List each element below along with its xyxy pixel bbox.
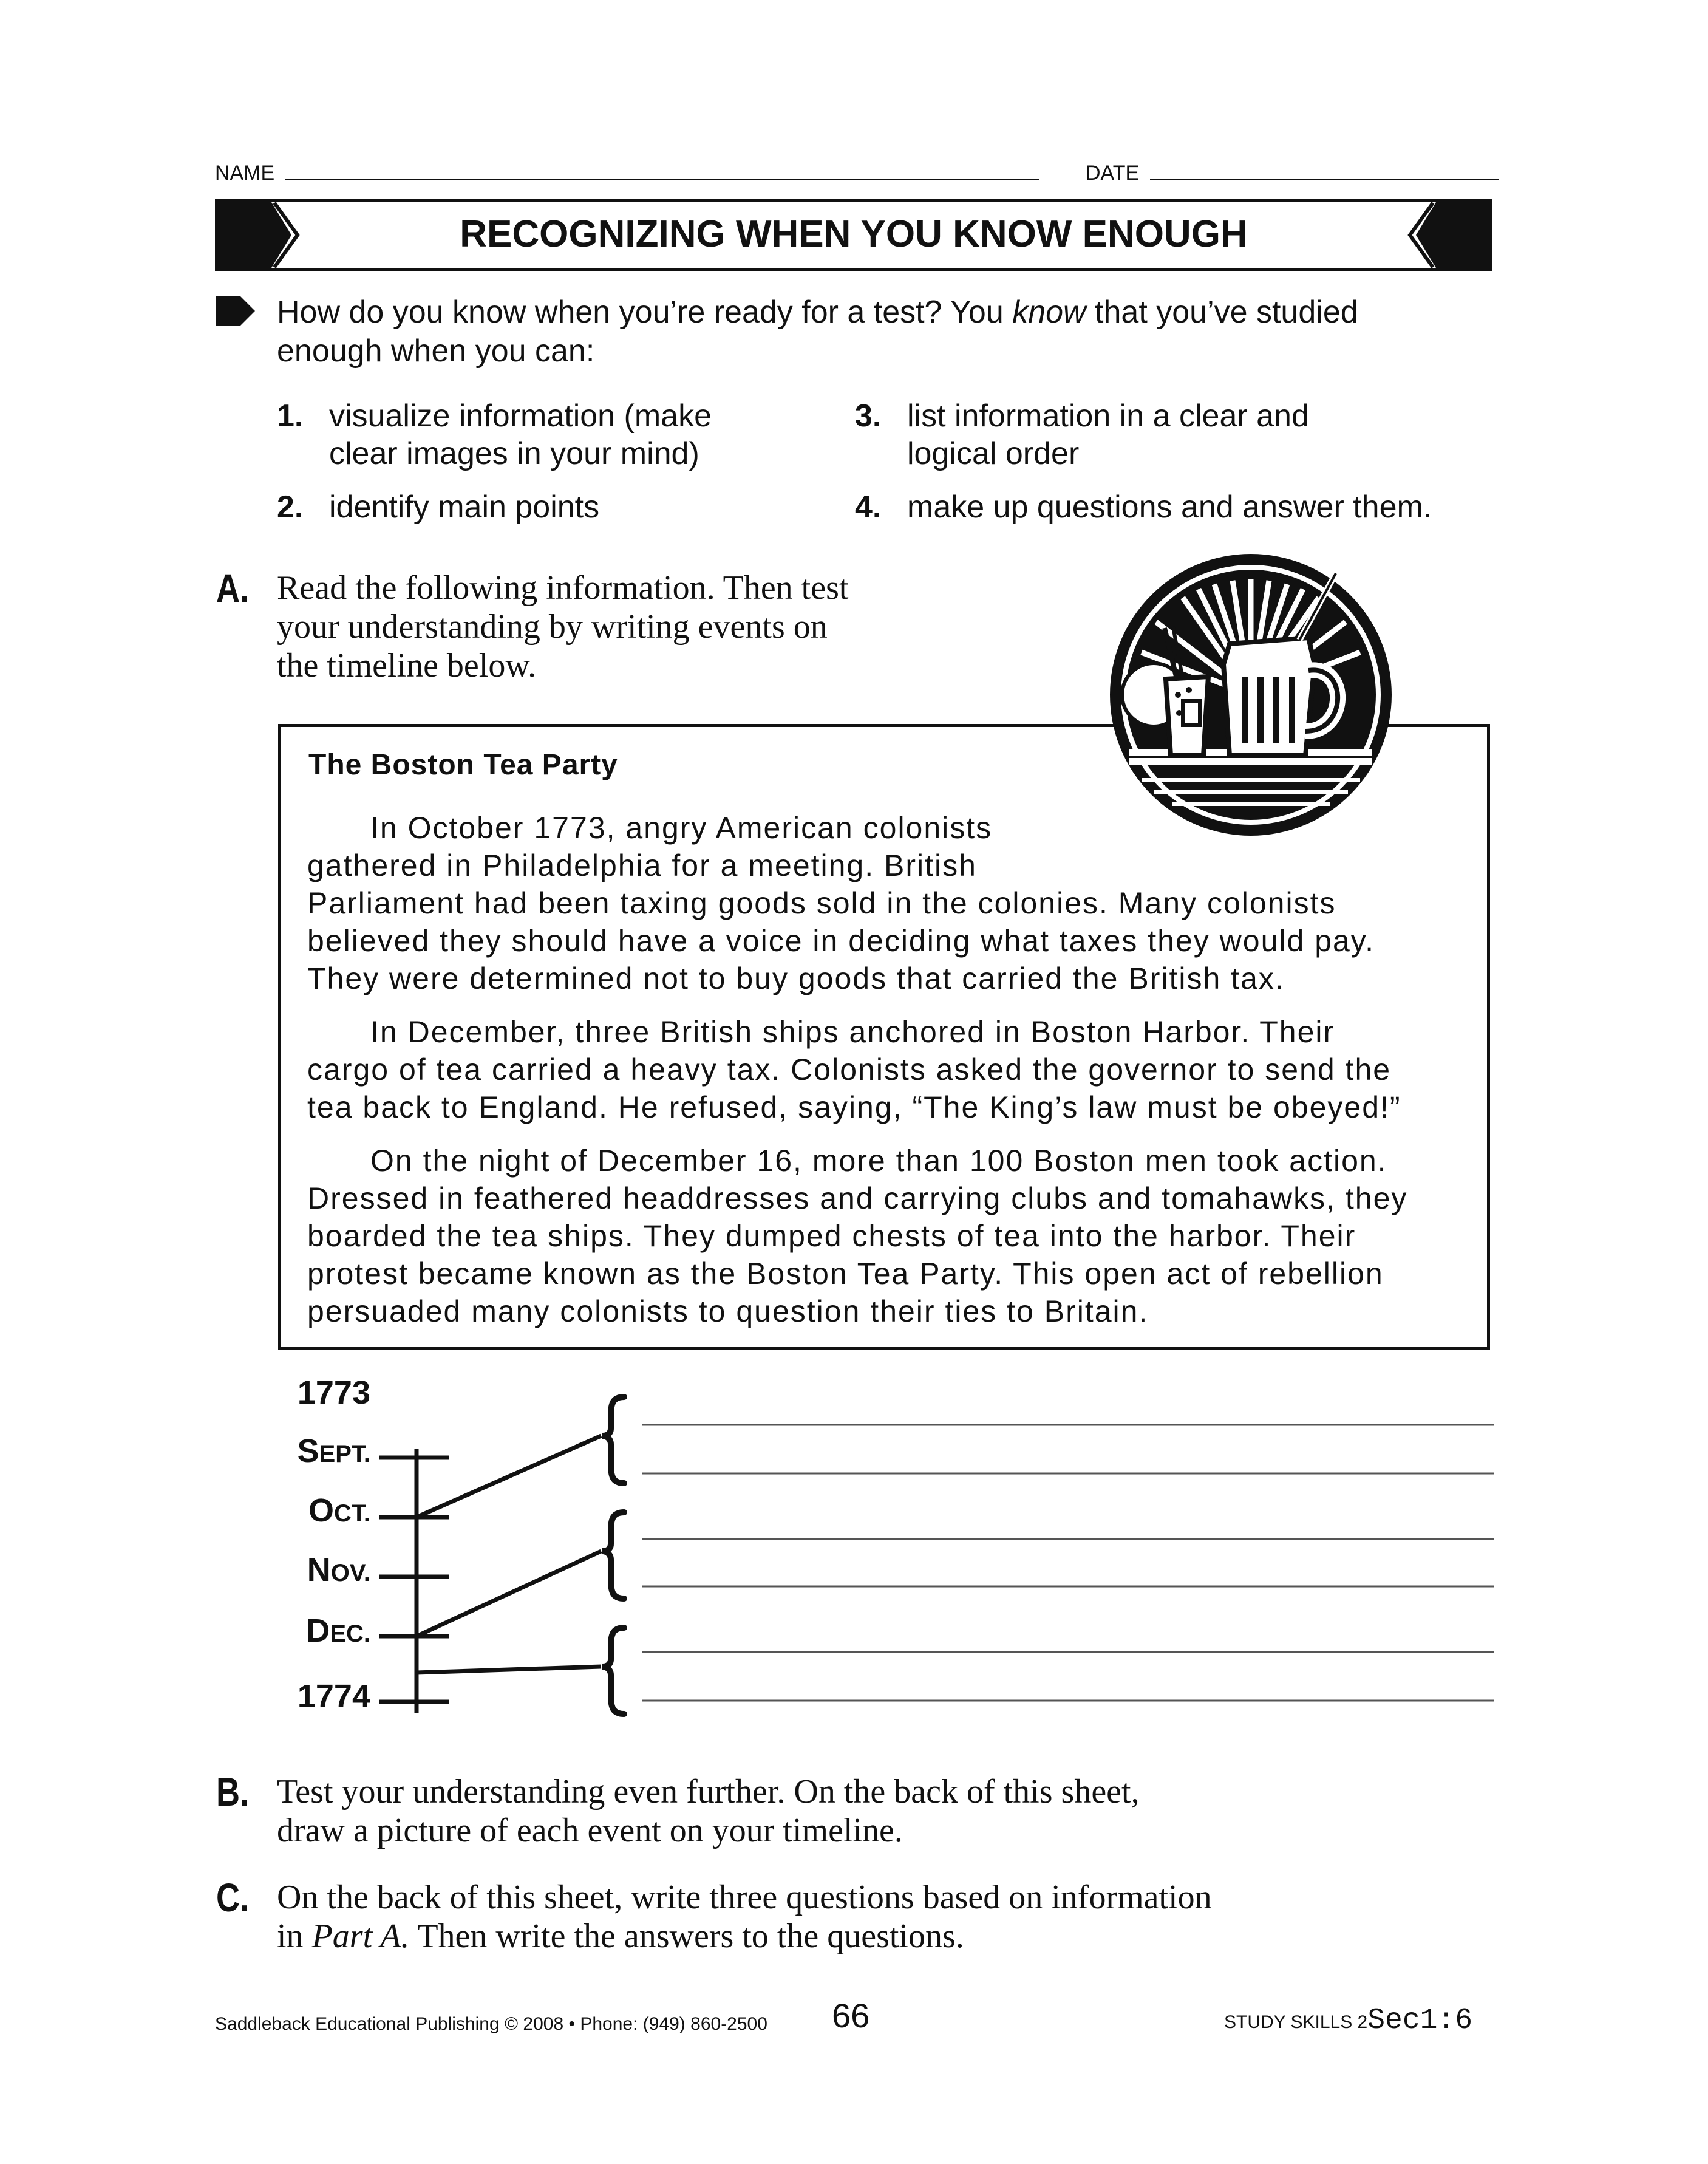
month-initial: S xyxy=(297,1433,319,1469)
list-number: 3. xyxy=(855,398,882,434)
instruction-line xyxy=(277,1917,1491,1956)
instruction-part: in xyxy=(277,1917,312,1955)
intro-text-part: How do you know when you’re ready for a test? You xyxy=(277,295,1013,330)
list-text: identify main points xyxy=(329,490,600,525)
name-line xyxy=(285,179,1039,180)
section-code: Sec1:6 xyxy=(1367,2004,1473,2037)
title-banner xyxy=(215,199,1492,271)
section-b-letter: B. xyxy=(216,1769,250,1814)
month-rest: EC. xyxy=(330,1620,370,1647)
list-text: make up questions and answer them. xyxy=(907,490,1432,525)
intro-text xyxy=(277,293,1370,370)
section-c-letter: C. xyxy=(216,1875,250,1920)
passage-line: boarded the tea ships. They dumped chests of tea into the harbor. Their xyxy=(307,1219,1356,1253)
footer-publisher: Saddleback Educational Publishing © 2008 • Phone: (949) 860-2500 xyxy=(215,2014,767,2034)
section-a-instructions xyxy=(277,568,1066,685)
timeline-month-label xyxy=(213,1432,370,1470)
passage-line: gathered in Philadelphia for a meeting. British xyxy=(307,848,977,882)
instruction-line: draw a picture of each event on your timeline. xyxy=(277,1812,903,1849)
footer-series xyxy=(1224,2004,1472,2037)
page-title: RECOGNIZING WHEN YOU KNOW ENOUGH xyxy=(460,213,1248,255)
passage-line: Dressed in feathered headdresses and carrying clubs and tomahawks, they xyxy=(307,1181,1408,1215)
list-item xyxy=(277,397,823,476)
date-line xyxy=(1150,179,1499,180)
list-item xyxy=(855,397,1492,476)
passage-line: On the night of December 16, more than 100 Boston men took action. xyxy=(370,1144,1387,1178)
instruction-part: Then write the answers to the questions. xyxy=(409,1917,964,1955)
timeline-month-label xyxy=(213,1612,370,1650)
passage-line: Parliament had been taxing goods sold in the colonies. Many colonists xyxy=(307,886,1336,920)
passage-line: In December, three British ships anchored in Boston Harbor. Their xyxy=(370,1015,1335,1049)
month-rest: EPT. xyxy=(319,1441,370,1467)
timeline-month-label xyxy=(213,1551,370,1589)
list-item xyxy=(855,488,1492,531)
passage-body xyxy=(307,809,1479,1330)
passage-line: In October 1773, angry American colonists xyxy=(370,811,993,845)
section-c-instructions xyxy=(277,1878,1491,1956)
list-number: 2. xyxy=(277,490,304,525)
list-number: 4. xyxy=(855,490,882,525)
list-line: list information in a clear and xyxy=(907,398,1309,434)
list-number: 1. xyxy=(277,398,304,434)
instruction-line: Read the following information. Then test xyxy=(277,569,849,607)
arrow-bullet-icon xyxy=(216,296,256,326)
month-rest: CT. xyxy=(334,1500,370,1527)
instruction-line: the timeline below. xyxy=(277,647,537,684)
intro-text-part: that you’ve studied enough when you can: xyxy=(277,295,1358,369)
month-rest: OV. xyxy=(330,1560,370,1586)
list-line: logical order xyxy=(907,436,1080,471)
passage-line: believed they should have a voice in deciding what taxes they would pay. xyxy=(307,924,1375,958)
timeline-month-label xyxy=(213,1492,370,1529)
passage-line: They were determined not to buy goods that carried the British tax. xyxy=(307,961,1285,995)
instruction-line: your understanding by writing events on xyxy=(277,608,828,646)
section-b-instructions xyxy=(277,1772,1491,1850)
passage-line: protest became known as the Boston Tea Party. This open act of rebellion xyxy=(307,1257,1384,1291)
timeline-graphic xyxy=(364,1391,1500,1731)
list-line: clear images in your mind) xyxy=(329,436,699,471)
date-label: DATE xyxy=(1086,162,1140,185)
month-initial: N xyxy=(307,1552,331,1588)
passage-line: cargo of tea carried a heavy tax. Colonists asked the governor to send the xyxy=(307,1053,1392,1087)
list-line: visualize information (make xyxy=(329,398,712,434)
month-initial: O xyxy=(308,1492,334,1529)
passage-line: tea back to England. He refused, saying, “The King’s law must be obeyed!” xyxy=(307,1090,1401,1124)
section-a-letter: A. xyxy=(216,565,250,610)
part-a-reference: Part A. xyxy=(311,1917,410,1955)
month-initial: D xyxy=(306,1613,330,1649)
passage-title: The Boston Tea Party xyxy=(308,749,618,781)
instruction-line: Test your understanding even further. On the back of this sheet, xyxy=(277,1773,1140,1811)
list-text xyxy=(329,397,712,473)
instruction-line: On the back of this sheet, write three questions based on information xyxy=(277,1879,1212,1916)
page-number: 66 xyxy=(832,1996,870,2035)
list-text xyxy=(907,397,1309,473)
name-label: NAME xyxy=(215,162,275,185)
series-label: STUDY SKILLS 2 xyxy=(1224,2012,1368,2032)
timeline-end-year: 1774 xyxy=(297,1678,370,1715)
timeline-start-year: 1773 xyxy=(297,1374,370,1411)
passage-line: persuaded many colonists to question their ties to Britain. xyxy=(307,1294,1149,1328)
list-item xyxy=(277,488,823,531)
intro-emphasis: know xyxy=(1012,295,1086,330)
tea-pitcher-illustration-icon xyxy=(1105,549,1397,841)
